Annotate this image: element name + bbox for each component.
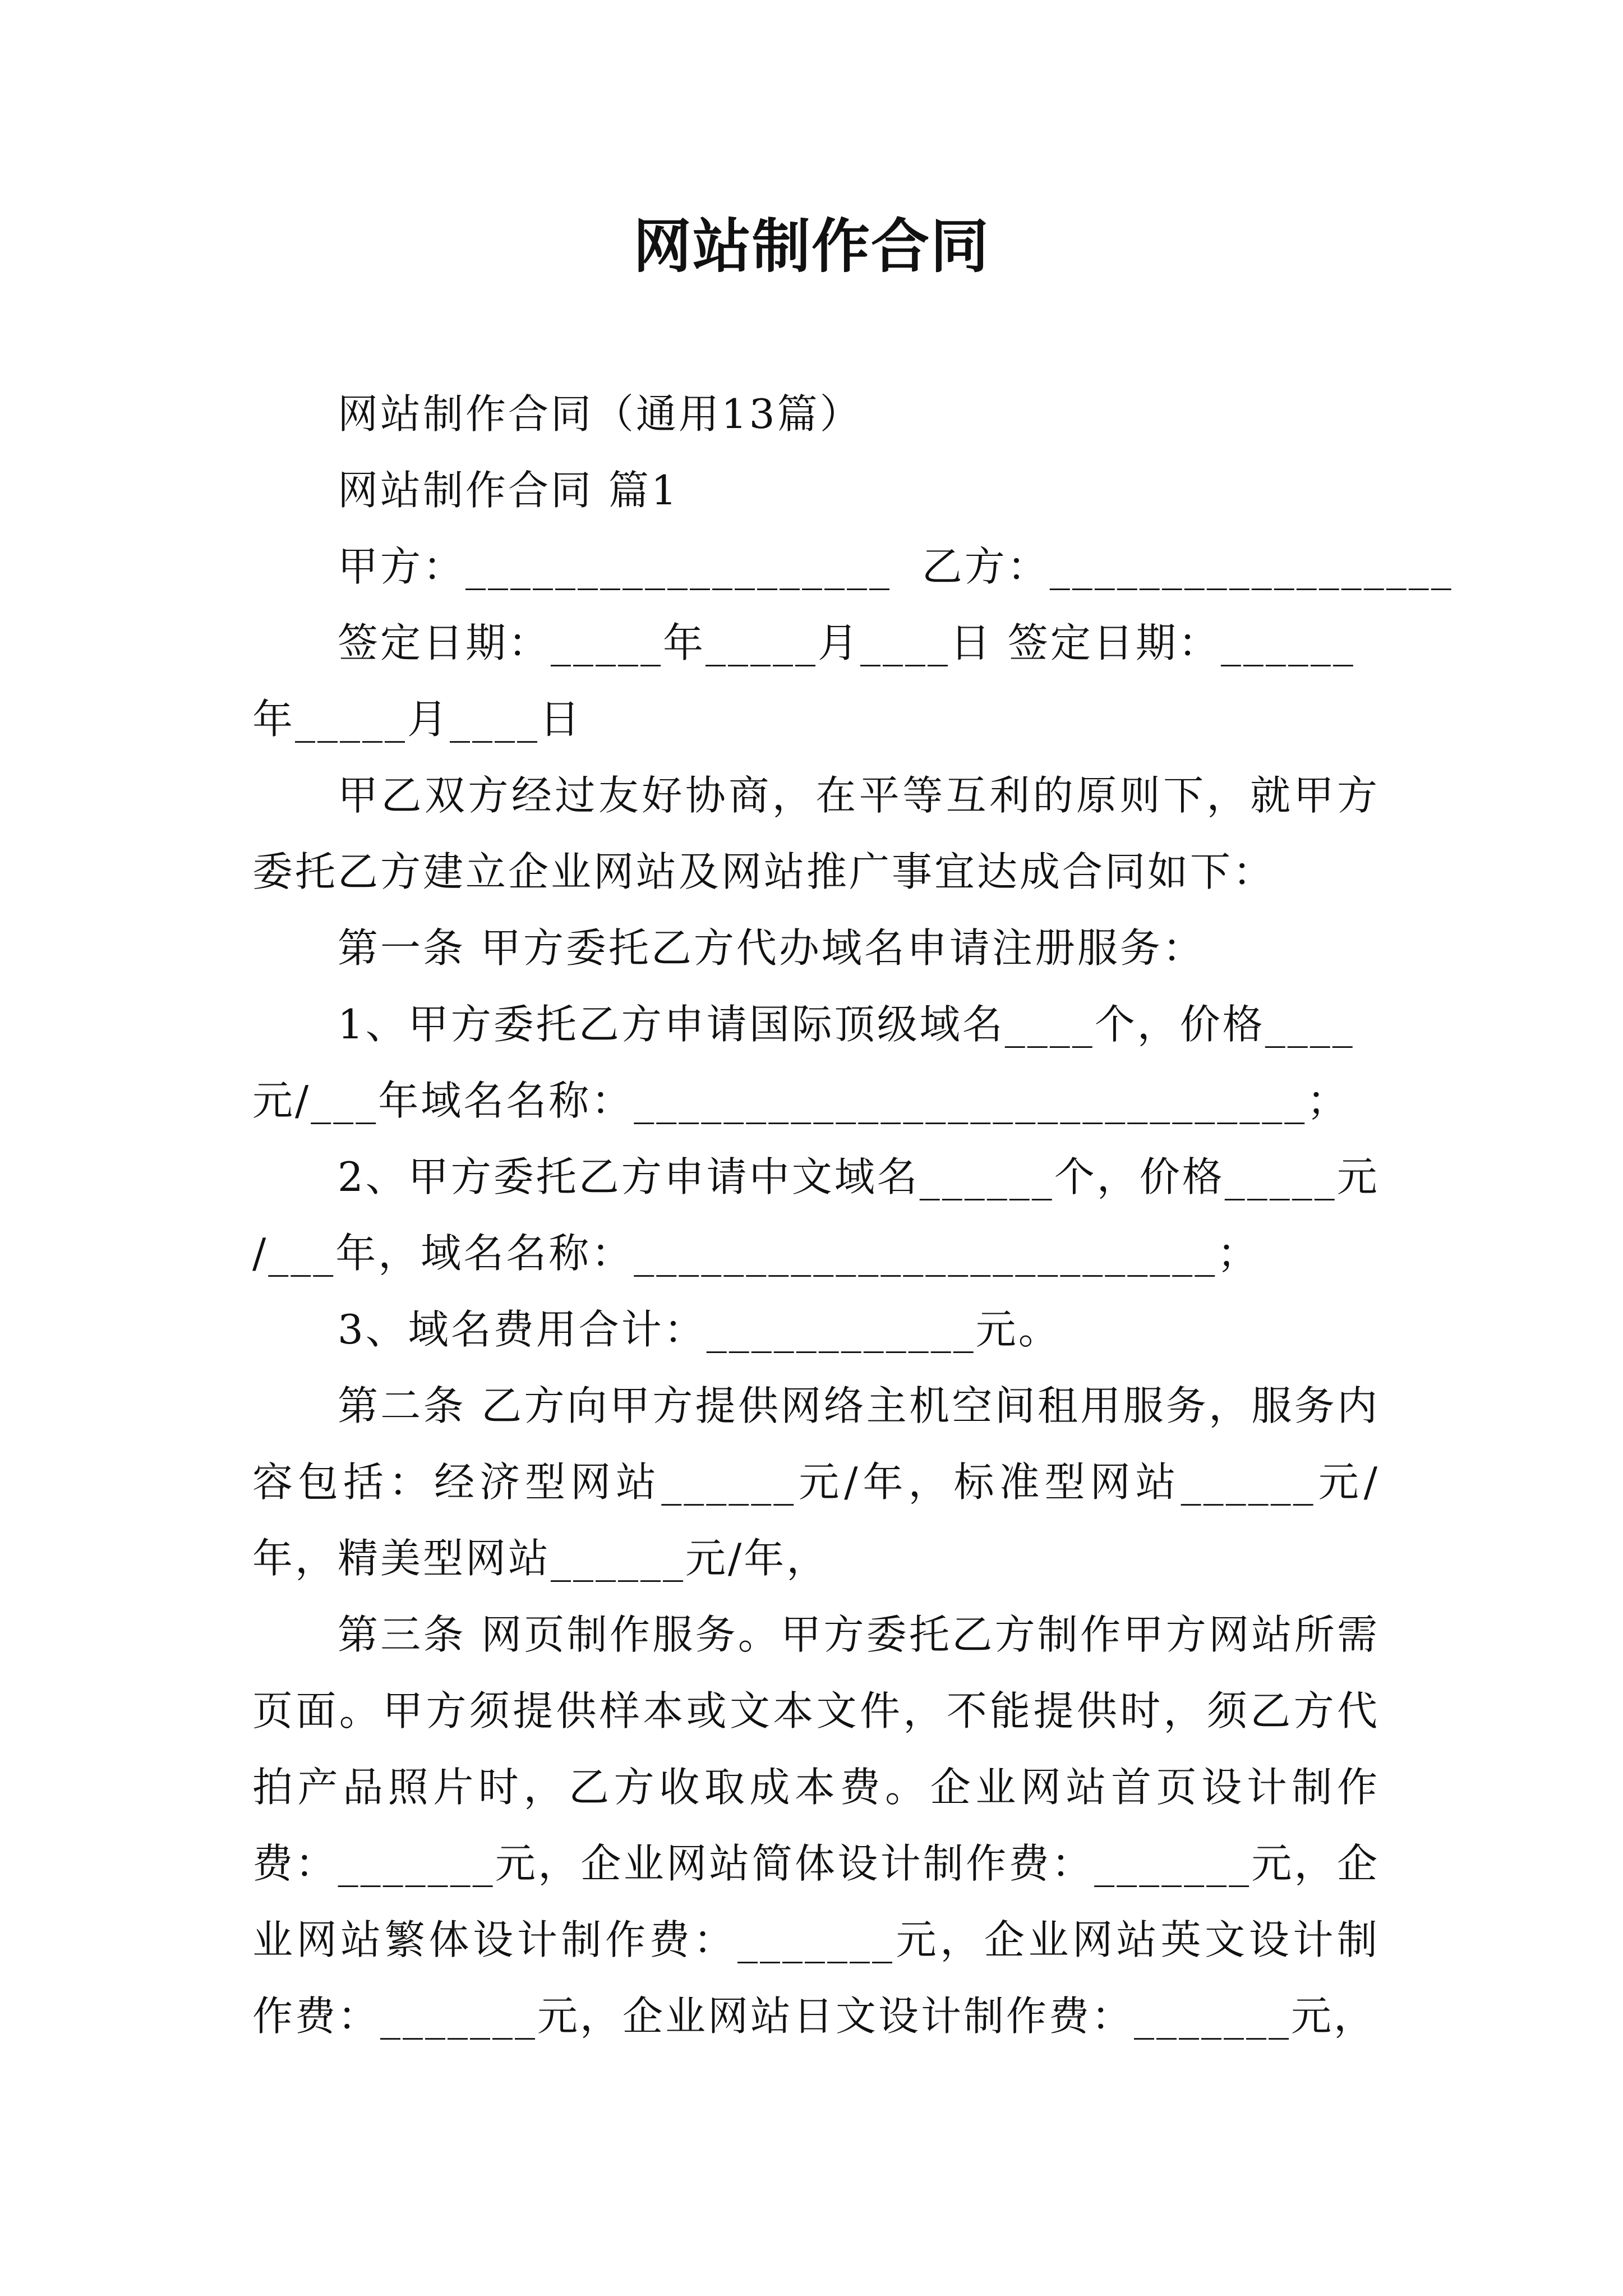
article-1-item-1: 1、甲方委托乙方申请国际顶级域名____个，价格____: [338, 1001, 1355, 1048]
article-1-item-2: 2、甲方委托乙方申请中文域名______个，价格_____元: [338, 1153, 1380, 1200]
article-3-paragraph: 第三条 网页制作服务。甲方委托乙方制作甲方网站所需页面。甲方须提供样本或文本文件，不能提供时，须乙方代拍产品照片时，乙方收取成本费。企业网站首页设计制作费：_______元，企业网站简体设计制作费：_______元，企业网站繁体设计制作费：_______元，企业网站英文设计制作费：_______元，企业网站日文设计制作费：_______元，: [252, 1611, 1380, 2040]
article-1-item-2-cont: /___年，域名名称：__________________________；: [252, 1230, 1260, 1277]
article-2-paragraph: 第二条 乙方向甲方提供网络主机空间租用服务，服务内容包括：经济型网站______元/年，标准型网站______元/年，精美型网站______元/年，: [252, 1382, 1380, 1582]
document-body: [252, 376, 1454, 2054]
sign-date-line: 签定日期：_____年_____月____日 签定日期：______: [338, 619, 1355, 666]
section-heading: 网站制作合同 篇1: [338, 467, 679, 514]
parties-line: 甲方：___________________ 乙方：__________________: [338, 543, 1454, 590]
sign-date-continuation: 年_____月____日: [252, 696, 583, 743]
subtitle-line: 网站制作合同（通用13篇）: [338, 390, 863, 438]
intro-paragraph: 甲乙双方经过友好协商，在平等互利的原则下，就甲方委托乙方建立企业网站及网站推广事宜达成合同如下：: [252, 772, 1380, 895]
article-1-item-1-cont: 元/___年域名名称：______________________________；: [252, 1077, 1350, 1124]
article-1-item-3: 3、域名费用合计：____________元。: [338, 1306, 1061, 1353]
document-title: 网站制作合同: [633, 211, 990, 280]
article-1-heading: 第一条 甲方委托乙方代办域名申请注册服务：: [338, 924, 1205, 972]
